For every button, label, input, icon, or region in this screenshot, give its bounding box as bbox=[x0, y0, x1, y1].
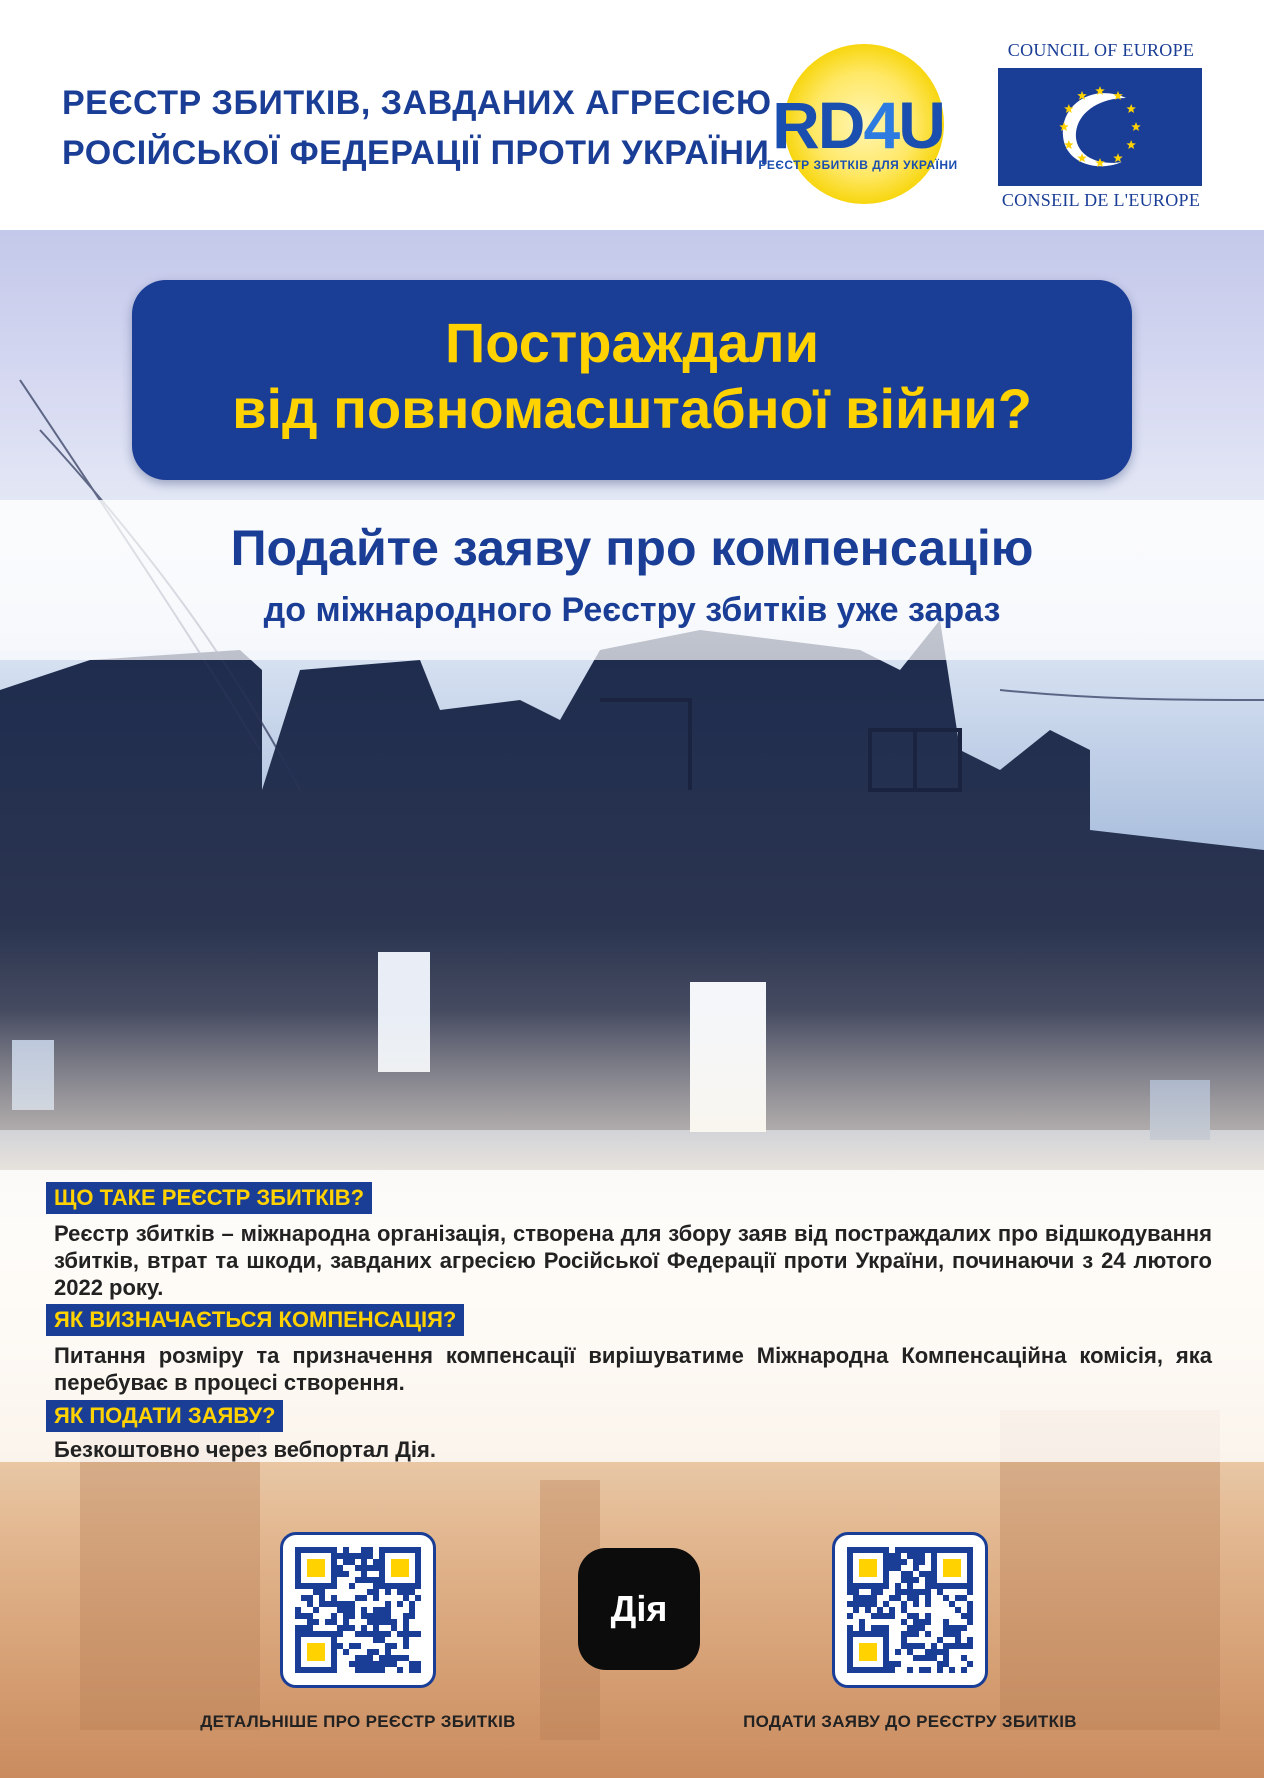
coe-star bbox=[1131, 122, 1141, 131]
headline-line2: від повномасштабної війни? bbox=[232, 377, 1032, 440]
rd4u-u: U bbox=[898, 88, 944, 162]
registry-title bbox=[62, 78, 772, 178]
question-how-compensation: ЯК ВИЗНАЧАЄТЬСЯ КОМПЕНСАЦІЯ? bbox=[46, 1304, 464, 1336]
call-to-action-band bbox=[0, 500, 1264, 660]
answer-what-is-registry: Реєстр збитків – міжнародна організація, створена для збору заяв від постраждалих про відшкодування збитків, втрат та шкоди, завданих агресією Російської Федерації проти України, починаючи з 24 лютого 2022 року. bbox=[54, 1221, 1212, 1300]
rd4u-rd: RD bbox=[772, 88, 864, 162]
qr-code-icon bbox=[847, 1547, 973, 1673]
rd4u-four: 4 bbox=[863, 88, 899, 162]
info-panel bbox=[0, 1170, 1264, 1462]
qr-code-submit-claim[interactable] bbox=[832, 1532, 988, 1688]
qr-code-registry-info[interactable] bbox=[280, 1532, 436, 1688]
poster-main bbox=[0, 230, 1264, 1778]
coe-flag bbox=[998, 68, 1202, 186]
answer-how-apply: Безкоштовно через вебпортал Дія. bbox=[54, 1437, 436, 1462]
coe-star bbox=[1126, 140, 1136, 149]
registry-title-line1: РЕЄСТР ЗБИТКІВ, ЗАВДАНИХ АГРЕСІЄЮ bbox=[62, 84, 772, 122]
question-how-apply: ЯК ПОДАТИ ЗАЯВУ? bbox=[46, 1400, 283, 1432]
coe-star bbox=[1126, 104, 1136, 113]
headline-banner bbox=[132, 280, 1132, 480]
rd4u-logo bbox=[742, 40, 974, 210]
cta-title: Подайте заяву про компенсацію bbox=[230, 520, 1034, 576]
diia-logo: Дія bbox=[578, 1548, 700, 1670]
coe-english-name: COUNCIL OF EUROPE bbox=[1007, 40, 1195, 60]
qr-caption-submit-claim: ПОДАТИ ЗАЯВУ ДО РЕЄСТРУ ЗБИТКІВ bbox=[743, 1712, 1077, 1731]
coe-star bbox=[1113, 153, 1123, 162]
registry-title-line2: РОСІЙСЬКОЇ ФЕДЕРАЦІЇ ПРОТИ УКРАЇНИ bbox=[62, 134, 770, 172]
cta-subtitle: до міжнародного Реєстру збитків уже зараз bbox=[263, 591, 1001, 629]
coe-french-name: CONSEIL DE L'EUROPE bbox=[1001, 190, 1201, 210]
qr-caption-registry-info: ДЕТАЛЬНІШЕ ПРО РЕЄСТР ЗБИТКІВ bbox=[200, 1712, 516, 1731]
page-header bbox=[0, 0, 1264, 230]
rd4u-tagline: РЕЄСТР ЗБИТКІВ ДЛЯ УКРАЇНИ bbox=[758, 158, 958, 172]
qr-code-icon bbox=[295, 1547, 421, 1673]
headline-line1: Постраждали bbox=[444, 311, 820, 374]
question-what-is-registry: ЩО ТАКЕ РЕЄСТР ЗБИТКІВ? bbox=[46, 1182, 372, 1214]
coe-stars-icon bbox=[998, 68, 1202, 186]
rd4u-wordmark bbox=[742, 90, 974, 160]
answer-how-compensation: Питання розміру та призначення компенсації вирішуватиме Міжнародна Компенсаційна комісія, яка перебуває в процесі створення. bbox=[54, 1343, 1212, 1395]
council-of-europe-logo bbox=[996, 40, 1206, 215]
